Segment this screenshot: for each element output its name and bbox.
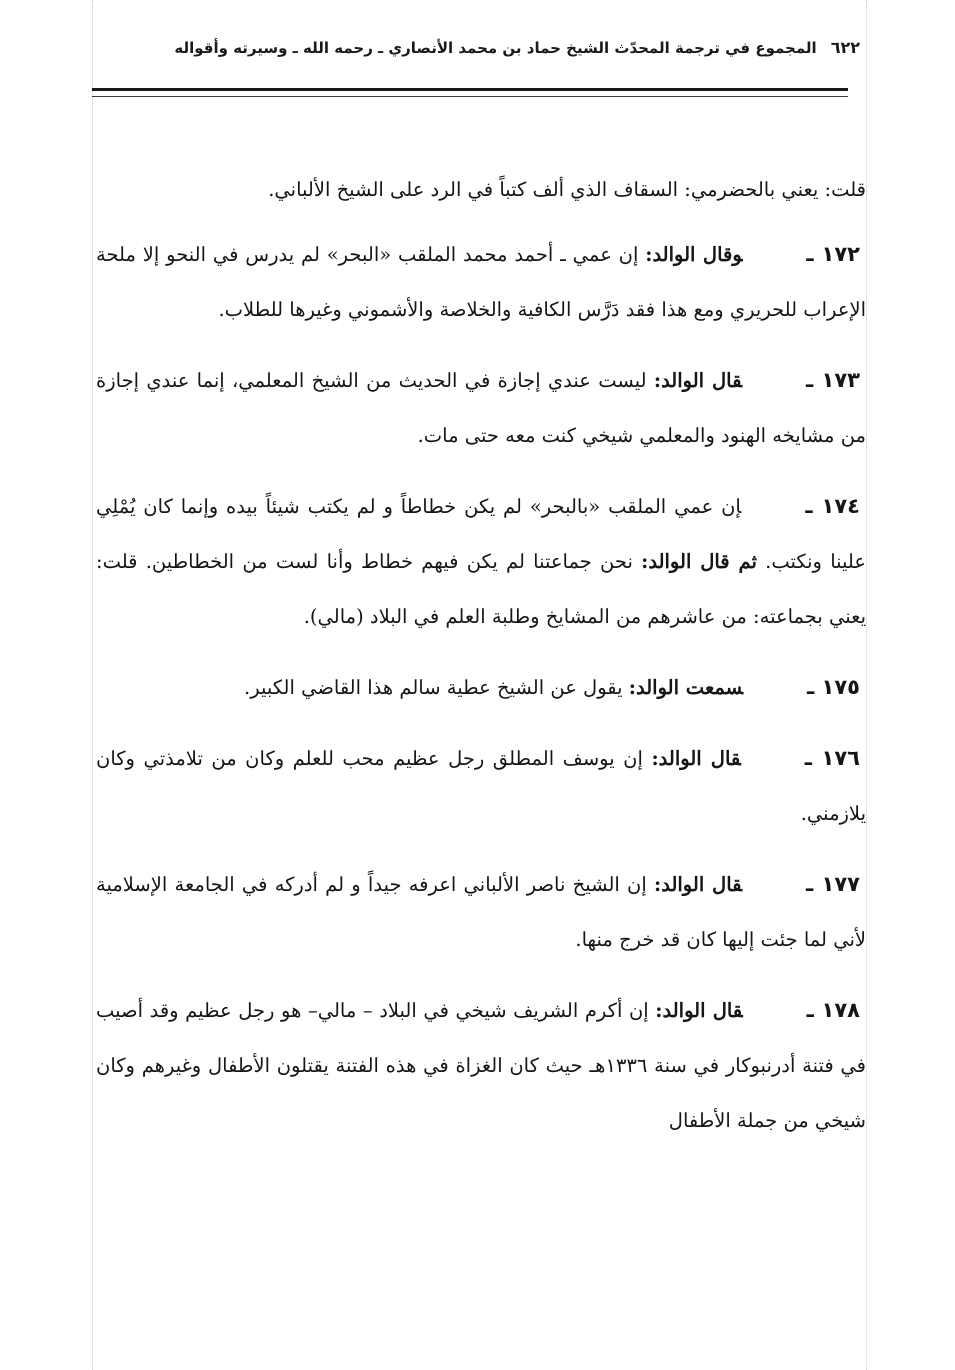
header-rule-thick — [92, 88, 848, 91]
header-rule-thin — [92, 96, 848, 97]
item-text: إن يوسف المطلق رجل عظيم محب للعلم وكان من تلامذتي وكان يلازمني. — [96, 747, 866, 825]
item-text-secondary: نحن جماعتنا لم يكن فيهم خطاط وأنا لست من الخطاطين. قلت: يعني بجماعته: من عاشرهم من المشايخ وطلبة العلم في البلاد (مالي). — [96, 550, 866, 628]
item-lead: قال الوالد: — [653, 369, 742, 392]
item-lead: قال الوالد: — [651, 747, 741, 770]
item-176 — [96, 731, 866, 841]
item-number: ١٧٢ ـ — [806, 242, 860, 266]
item-lead: قال الوالد: — [655, 999, 743, 1022]
item-lead: سمعت الوالد: — [628, 676, 744, 699]
item-lead: قال الوالد: — [654, 873, 743, 896]
item-175 — [96, 660, 866, 715]
item-number: ١٧٥ ـ — [807, 675, 860, 699]
item-number: ١٧٨ ـ — [806, 998, 860, 1022]
running-header — [160, 38, 860, 57]
item-text: يقول عن الشيخ عطية سالم هذا القاضي الكبير. — [244, 676, 623, 699]
item-text: إن عمي ـ أحمد محمد الملقب «البحر» لم يدرس في النحو إلا ملحة الإعراب للحريري ومع هذا فقد دَرَّس الكافية والخلاصة والأشموني وغيرها للطلاب. — [96, 243, 866, 321]
item-178 — [96, 983, 866, 1148]
scan-guide-line-right — [866, 0, 867, 1370]
item-text: إن أكرم الشريف شيخي في البلاد – مالي– هو رجل عظيم وقد أصيب في فتنة أدرنبوكار في سنة ١٣٣٦هـ حيث كان الغزاة في هذه الفتنة يقتلون الأطفال وغيرهم وكان شيخي من جملة الأطفال — [96, 999, 866, 1132]
item-text: ليست عندي إجازة في الحديث من الشيخ المعلمي، إنما عندي إجازة من مشايخه الهنود والمعلمي شيخي كنت معه حتى مات. — [96, 369, 866, 447]
page-body — [96, 162, 866, 1164]
page-number: ٦٢٢ — [830, 38, 860, 57]
item-172 — [96, 227, 866, 337]
item-174 — [96, 479, 866, 644]
item-177 — [96, 857, 866, 967]
item-lead-secondary: ثم قال الوالد: — [641, 550, 757, 573]
item-number: ١٧٣ ـ — [805, 368, 860, 392]
item-text: إن عمي الملقب «بالبحر» لم يكن خطاطاً و لم يكتب شيئاً بيده وإنما كان يُمْلِي علينا ونكتب. — [96, 495, 867, 573]
item-number: ١٧٦ ـ — [804, 746, 860, 770]
intro-paragraph: قلت: يعني بالحضرمي: السقاف الذي ألف كتباً في الرد على الشيخ الألباني. — [268, 178, 866, 201]
scan-guide-line-left — [92, 0, 93, 1370]
item-number: ١٧٧ ـ — [806, 872, 860, 896]
item-number: ١٧٤ ـ — [805, 494, 860, 518]
item-173 — [96, 353, 866, 463]
item-text: إن الشيخ ناصر الألباني اعرفه جيداً و لم أدركه في الجامعة الإسلامية لأني لما جئت إليها كان قد خرج منها. — [96, 873, 866, 951]
item-lead: وقال الوالد: — [645, 243, 743, 266]
running-title: المجموع في ترجمة المحدّث الشيخ حماد بن محمد الأنصاري ـ رحمه الله ـ وسيرته وأقواله — [174, 39, 817, 57]
